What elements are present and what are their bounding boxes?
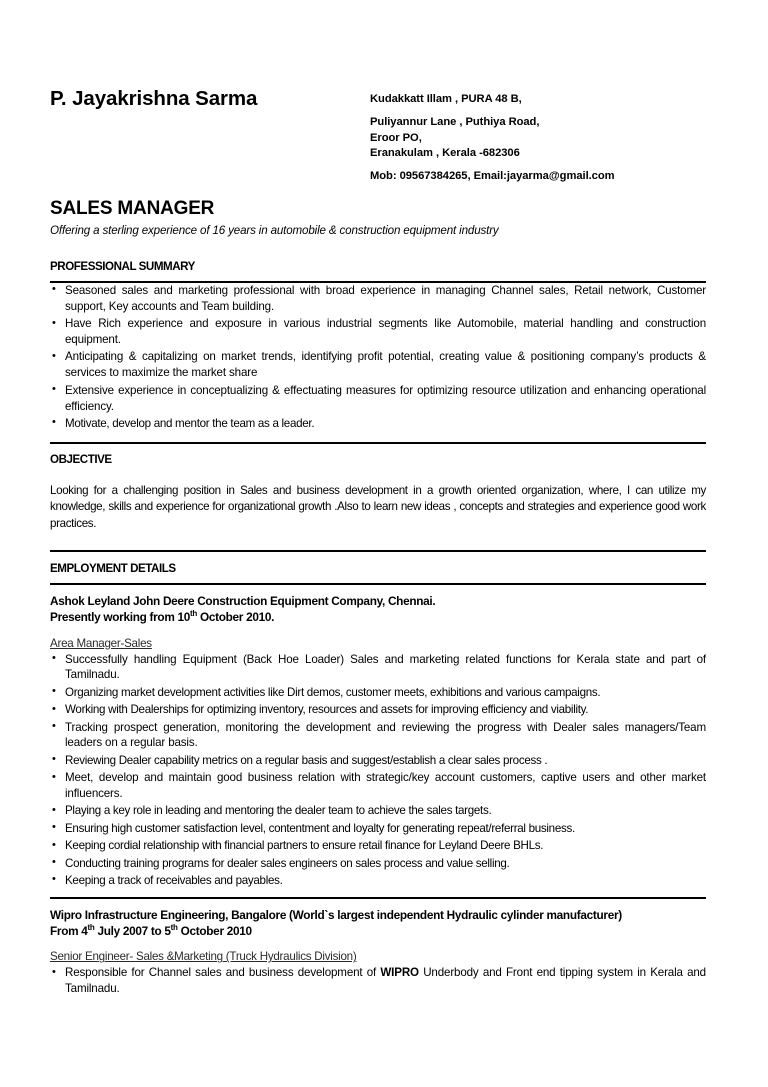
section-heading-objective: OBJECTIVE — [50, 452, 112, 466]
list-item: • Anticipating & capitalizing on market trends, identifying profit potential, creating value & positioning company’s products & services to maximize the market share — [50, 349, 706, 381]
resume-content — [50, 0, 706, 999]
list-item: • Ensuring high customer satisfaction level, contentment and loyalty for generating repeat/referral business. — [50, 821, 706, 837]
employment-period-1 — [50, 610, 706, 626]
period-suffix: October 2010. — [196, 609, 275, 624]
employment-responsibilities-2 — [50, 965, 706, 997]
bullet-text-post: Underbody and Front end tipping system in Kerala and Tamilnadu. — [65, 966, 706, 996]
employment-period-2 — [50, 924, 706, 940]
position-title-2: Senior Engineer- Sales &Marketing (Truck Hydraulics Division) — [50, 950, 357, 964]
job-role-title: SALES MANAGER — [50, 197, 215, 219]
ordinal-suffix: th — [87, 922, 95, 932]
bullet-text-pre: Responsible for Channel sales and business development of — [65, 966, 381, 980]
address-line-2: Puliyannur Lane , Puthiya Road, — [370, 116, 540, 129]
divider-above-employer-2 — [50, 897, 706, 899]
role-wrapper-2 — [50, 947, 706, 965]
list-item: • Tracking prospect generation, monitoring the development and reviewing the progress with Dealer sales managers/Team leaders on a regular basis. — [50, 720, 706, 752]
list-item — [50, 965, 706, 997]
headline-tagline: Offering a sterling experience of 16 years in automobile & construction equipment industry — [50, 223, 499, 237]
address-line-1: Kudakkatt Illam , PURA 48 B, — [370, 93, 522, 105]
list-item: • Playing a key role in leading and mentoring the dealer team to achieve the sales targets. — [50, 803, 706, 819]
list-item: • Keeping a track of receivables and payables. — [50, 873, 706, 889]
divider-above-employment — [50, 550, 706, 552]
list-item: • Seasoned sales and marketing professional with broad experience in managing Channel sales, Retail network, Customer support, Key accounts and Team building. — [50, 283, 706, 315]
name-column — [50, 88, 370, 110]
employer-name-1: Ashok Leyland John Deere Construction Equipment Company, Chennai. — [50, 593, 436, 608]
section-heading-employment-details: EMPLOYMENT DETAILS — [50, 562, 176, 576]
bullet-text-bold: WIPRO — [380, 966, 419, 980]
list-item: • Extensive experience in conceptualizing & effectuating measures for optimizing resource utilization and enhancing operational efficiency. — [50, 383, 706, 415]
period-prefix: From 4 — [50, 923, 88, 938]
divider-under-employment — [50, 583, 706, 585]
period-suffix: October 2010 — [177, 923, 252, 938]
resume-header — [50, 0, 706, 184]
section-heading-professional-summary: PROFESSIONAL SUMMARY — [50, 260, 195, 274]
list-item: • Meet, develop and maintain good business relation with strategic/key account customers, captive users and other market influencers. — [50, 770, 706, 802]
professional-summary-list — [50, 283, 706, 432]
list-item: • Conducting training programs for dealer sales engineers on sales process and value selling. — [50, 856, 706, 872]
divider-above-objective — [50, 442, 706, 444]
position-title-1: Area Manager-Sales — [50, 636, 152, 650]
employer-name-2: Wipro Infrastructure Engineering, Bangalore (World`s largest independent Hydraulic cylinder manufacturer) — [50, 907, 622, 922]
list-item: • Successfully handling Equipment (Back Hoe Loader) Sales and marketing related functions for Kerala state and part of Tamilnadu. — [50, 652, 706, 684]
list-item: • Motivate, develop and mentor the team as a leader. — [50, 416, 706, 432]
ordinal-suffix-2: th — [170, 922, 178, 932]
role-wrapper-1 — [50, 634, 706, 652]
list-item: • Working with Dealerships for optimizing inventory, resources and assets for improving efficiency and viability. — [50, 702, 706, 718]
list-item: • Keeping cordial relationship with financial partners to ensure retail finance for Leyland Deere BHLs. — [50, 838, 706, 854]
employment-responsibilities-1 — [50, 652, 706, 889]
list-item: • Reviewing Dealer capability metrics on a regular basis and suggest/establish a clear sales process . — [50, 753, 706, 769]
list-item: • Organizing market development activities like Dirt demos, customer meets, exhibitions and various campaigns. — [50, 685, 706, 701]
period-mid: July 2007 to 5 — [94, 923, 171, 938]
page-title: P. Jayakrishna Sarma — [50, 87, 258, 110]
address-line-3: Eroor PO, — [370, 131, 422, 144]
address-line-4: Eranakulam , Kerala -682306 — [370, 146, 520, 159]
period-prefix: Presently working from 10 — [50, 609, 191, 624]
list-item: • Have Rich experience and exposure in various industrial segments like Automobile, material handling and construction equipment. — [50, 316, 706, 348]
contact-block — [370, 88, 706, 184]
objective-text: Looking for a challenging position in Sales and business development in a growth oriented organization, where, I can utilize my knowledge, skills and experience for organizational growth .Also to learn new ideas , concepts and strategies and experience good work practices. — [50, 483, 706, 530]
ordinal-suffix: th — [190, 608, 197, 618]
contact-phone-email: Mob: 09567384265, Email:jayarma@gmail.com — [370, 170, 615, 183]
